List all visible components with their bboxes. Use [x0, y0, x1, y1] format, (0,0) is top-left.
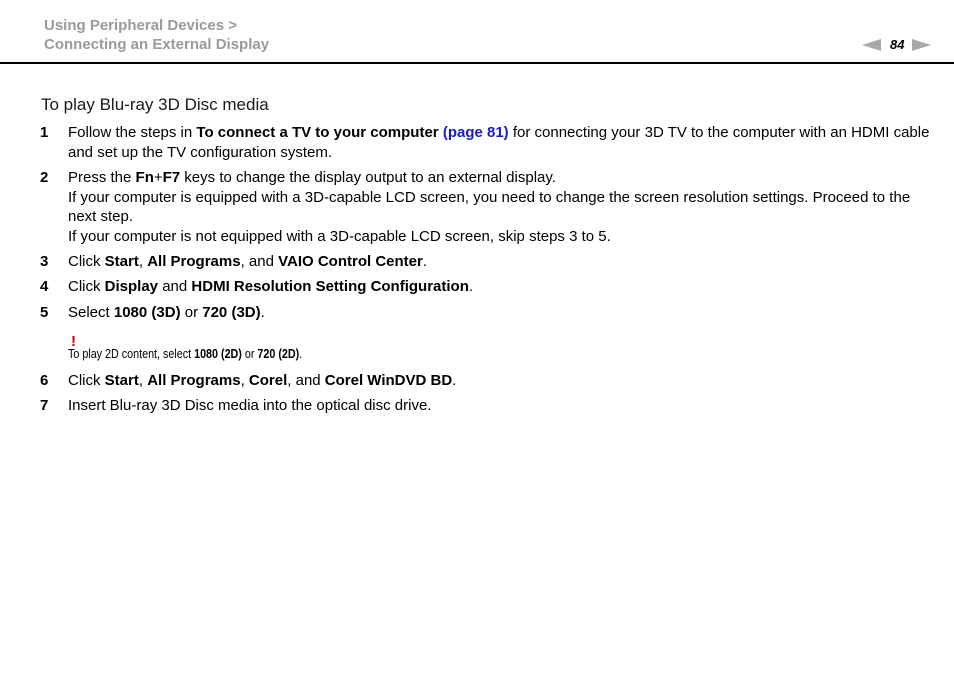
section-title: To play Blu-ray 3D Disc media — [41, 95, 269, 114]
step-text: Click Start, All Programs, Corel, and Corel WinDVD BD. — [68, 372, 457, 389]
step-number: 6 — [40, 372, 49, 389]
breadcrumb-parent[interactable]: Using Peripheral Devices > — [44, 17, 238, 34]
step-text: Click Start, All Programs, and VAIO Control Center. — [68, 253, 428, 270]
step-number: 4 — [40, 278, 49, 295]
step-text: Press the Fn+F7 keys to change the display output to an external display. If your computer is equipped with a 3D-capable LCD screen, you need to change the screen resolution settings. Proceed to the next step. If your computer is not equipped with a 3D-capable LCD screen, skip steps 3 to 5. — [68, 169, 911, 245]
step-text: Follow the steps in To connect a TV to your computer (page 81) for connecting your 3D TV to the computer with an HDMI cable and set up the TV configuration system. — [68, 124, 930, 161]
page-link[interactable]: (page 81) — [442, 124, 509, 141]
step-text: Click Display and HDMI Resolution Setting Configuration. — [68, 278, 474, 295]
header-rule — [0, 62, 954, 64]
step-number: 7 — [40, 397, 49, 414]
step-number: 3 — [40, 253, 49, 270]
step-number: 5 — [40, 304, 49, 321]
note-text: To play 2D content, select 1080 (2D) or 720 (2D). — [68, 347, 303, 361]
step-number: 2 — [40, 169, 49, 186]
triangle-right-icon[interactable] — [912, 39, 931, 51]
page-header — [0, 0, 954, 64]
step-text: Insert Blu-ray 3D Disc media into the optical disc drive. — [68, 397, 432, 414]
step-text: Select 1080 (3D) or 720 (3D). — [68, 304, 265, 321]
breadcrumb-current[interactable]: Connecting an External Display — [44, 36, 270, 53]
page-navigator — [862, 38, 931, 52]
step-number: 1 — [40, 124, 49, 141]
page-number: 84 — [890, 37, 905, 52]
warning-mark: ! — [71, 333, 76, 350]
triangle-left-icon[interactable] — [862, 39, 881, 51]
